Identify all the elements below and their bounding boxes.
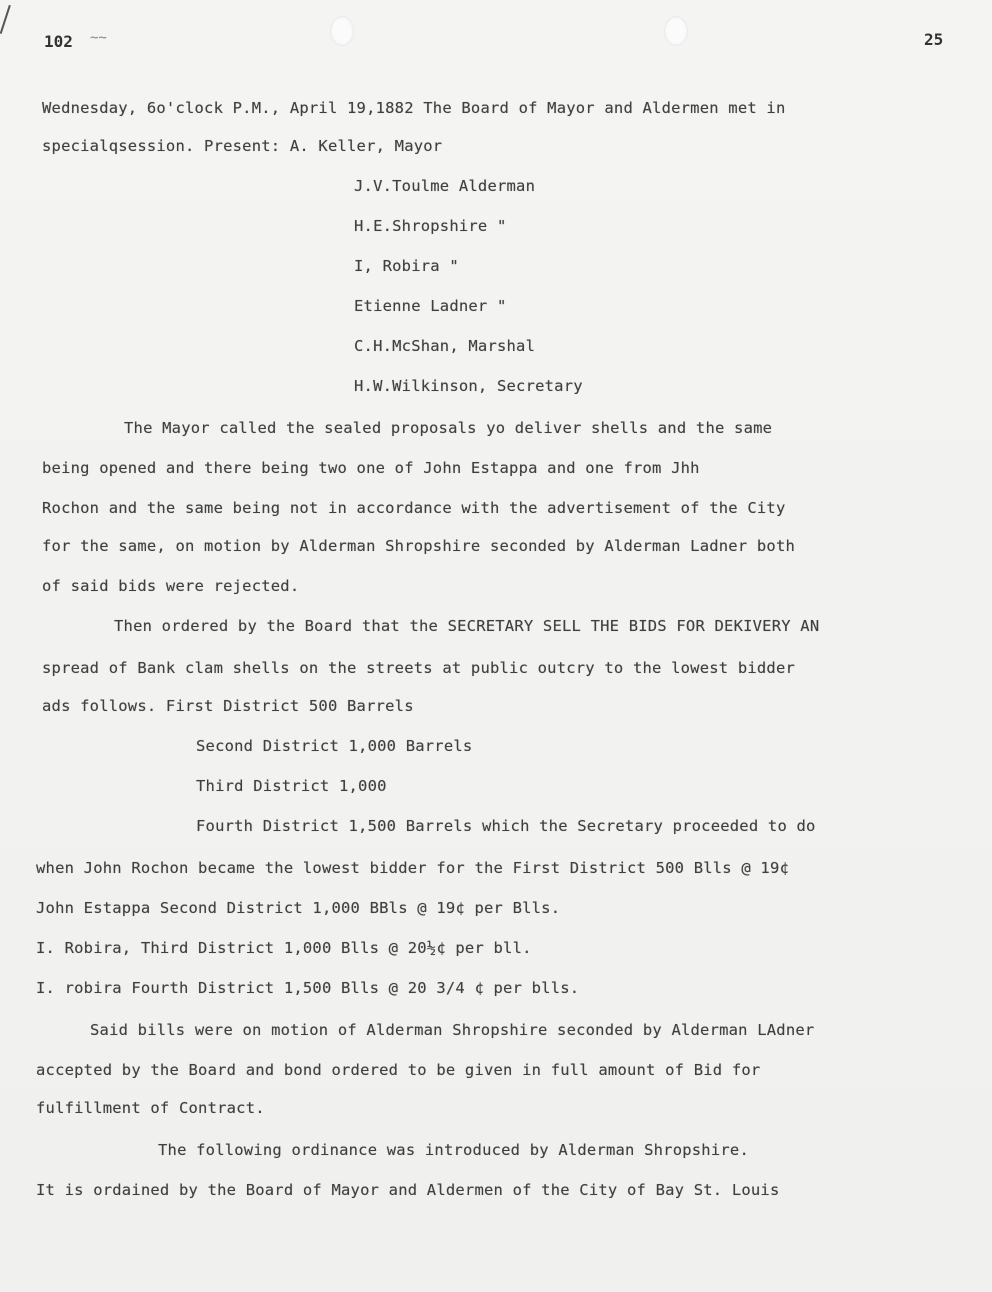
award-line: I. robira Fourth District 1,500 Blls @ 20 3/4 ¢ per blls.: [36, 979, 580, 997]
district-line: Third District 1,000: [196, 777, 387, 795]
paragraph-1-line: Rochon and the same being not in accordance with the advertisement of the City: [42, 499, 786, 517]
attendee-line: H.W.Wilkinson, Secretary: [354, 377, 583, 395]
attendee-line: I, Robira ": [354, 257, 459, 275]
award-line: I. Robira, Third District 1,000 Blls @ 20½¢ per bll.: [36, 939, 532, 957]
award-line: John Estappa Second District 1,000 BBls @ 19¢ per Blls.: [36, 899, 561, 917]
paragraph-2-line: Then ordered by the Board that the SECRETARY SELL THE BIDS FOR DEKIVERY AN: [114, 617, 820, 635]
attendee-line: C.H.McShan, Marshal: [354, 337, 536, 355]
punch-hole: [330, 16, 354, 46]
paragraph-3-line: accepted by the Board and bond ordered to be given in full amount of Bid for: [36, 1061, 761, 1079]
paragraph-3-line: Said bills were on motion of Alderman Shropshire seconded by Alderman LAdner: [90, 1021, 815, 1039]
paragraph-2-line: spread of Bank clam shells on the streets at public outcry to the lowest bidder: [42, 659, 796, 677]
paragraph-1-line: being opened and there being two one of John Estappa and one from Jhh: [42, 459, 700, 477]
left-page-number: 102: [44, 32, 73, 51]
paragraph-3-line: fulfillment of Contract.: [36, 1099, 265, 1117]
paragraph-4-line: The following ordinance was introduced by Alderman Shropshire.: [158, 1141, 749, 1159]
district-line: Fourth District 1,500 Barrels which the Secretary proceeded to do: [196, 817, 816, 835]
paragraph-1-line: The Mayor called the sealed proposals yo deliver shells and the same: [124, 419, 773, 437]
right-page-number: 25: [924, 30, 944, 49]
attendee-line: Etienne Ladner ": [354, 297, 507, 315]
punch-hole: [664, 16, 688, 46]
scribble-mark: ~~: [90, 30, 107, 46]
paragraph-1-line: of said bids were rejected.: [42, 577, 300, 595]
paragraph-1-line: for the same, on motion by Alderman Shropshire seconded by Alderman Ladner both: [42, 537, 796, 555]
opening-line-2: specialqsession. Present: A. Keller, Mayor: [42, 137, 443, 155]
attendee-line: J.V.Toulme Alderman: [354, 177, 536, 195]
paragraph-4-line: It is ordained by the Board of Mayor and Aldermen of the City of Bay St. Louis: [36, 1181, 780, 1199]
district-line: Second District 1,000 Barrels: [196, 737, 473, 755]
paragraph-2-line: ads follows. First District 500 Barrels: [42, 697, 414, 715]
award-line: when John Rochon became the lowest bidder for the First District 500 Blls @ 19¢: [36, 859, 790, 877]
attendee-line: H.E.Shropshire ": [354, 217, 507, 235]
opening-line-1: Wednesday, 6o'clock P.M., April 19,1882 The Board of Mayor and Aldermen met in: [42, 99, 786, 117]
corner-pen-mark: [0, 5, 20, 37]
